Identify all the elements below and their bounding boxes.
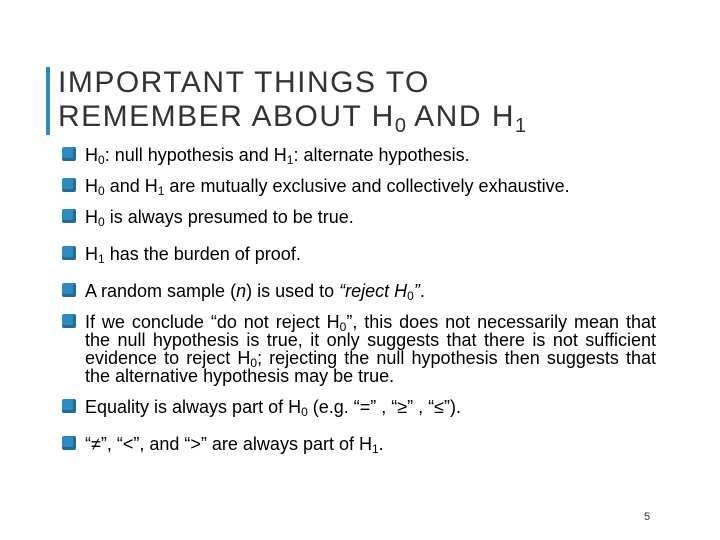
subscript: 1: [98, 252, 105, 266]
bullet-item-7: [62, 397, 656, 419]
bullet-text: “≠”, “<”, and “>” are always part of H: [85, 434, 372, 454]
subscript: 0: [98, 153, 105, 167]
bullet-text: .: [378, 434, 384, 454]
bullet-item-3: [62, 207, 656, 229]
slide-title: [58, 66, 526, 143]
title-accent-bar: [46, 67, 50, 135]
bullet-item-1: [62, 145, 656, 167]
checkbox-square-icon: [62, 246, 76, 260]
subscript: 0: [98, 184, 105, 198]
checkbox-square-icon: [62, 147, 76, 161]
bullet-text: has the burden of proof.: [104, 244, 301, 264]
title-line-2-text-b: AND H: [405, 100, 515, 133]
bullet-text: Equality is always part of H: [85, 397, 302, 417]
bullet-text: H: [85, 244, 98, 264]
italic-text: “reject H: [339, 281, 408, 301]
title-subscript-1: 1: [515, 115, 527, 137]
bullet-item-6: [62, 313, 656, 385]
subscript: 0: [250, 356, 258, 370]
bullet-item-8: [62, 434, 656, 456]
title-line-1: IMPORTANT THINGS TO: [58, 66, 430, 99]
bullet-item-4: [62, 244, 656, 266]
bullet-text: H: [85, 207, 98, 227]
subscript: 1: [286, 153, 294, 167]
bullet-text: ”, this does not necessarily mean that the null hypothesis is true, it only suggests that there is not sufficient evidence to reject H: [85, 312, 656, 368]
title-line-2-text: REMEMBER ABOUT H: [58, 100, 395, 133]
title-subscript-0: 0: [394, 115, 406, 137]
bullet-text: and H: [104, 176, 158, 196]
bullet-item-5: [62, 281, 656, 303]
checkbox-square-icon: [62, 209, 76, 223]
checkbox-square-icon: [62, 283, 76, 297]
bullet-list: [62, 146, 656, 466]
checkbox-square-icon: [62, 314, 76, 328]
subscript: 1: [157, 184, 165, 198]
subscript: 1: [371, 442, 379, 456]
subscript: 0: [407, 289, 414, 303]
subscript: 0: [301, 405, 308, 419]
bullet-text: ) is used to: [246, 281, 340, 301]
page-number: 5: [644, 511, 651, 523]
subscript: 0: [98, 215, 105, 229]
bullet-text: : null hypothesis and H: [104, 145, 287, 165]
bullet-text: .: [419, 281, 425, 301]
bullet-text: A random sample (: [85, 281, 237, 301]
bullet-text: If we conclude “do not reject H: [85, 312, 340, 332]
bullet-text: H: [85, 145, 98, 165]
bullet-text: : alternate hypothesis.: [293, 145, 470, 165]
bullet-text: is always presumed to be true.: [104, 207, 354, 227]
bullet-item-2: [62, 176, 585, 198]
bullet-text: are mutually exclusive and collectively exhaustive.: [164, 176, 570, 196]
subscript: 0: [339, 320, 347, 334]
checkbox-square-icon: [62, 436, 76, 450]
bullet-text: (e.g. “=” , “≥” , “≤”).: [307, 397, 462, 417]
bullet-text: ; rejecting the null hypothesis then suggests that the alternative hypothesis may be true.: [85, 348, 656, 386]
checkbox-square-icon: [62, 178, 76, 192]
bullet-text: H: [85, 176, 98, 196]
italic-text: ”: [413, 281, 420, 301]
checkbox-square-icon: [62, 399, 76, 413]
italic-text: n: [236, 281, 247, 301]
